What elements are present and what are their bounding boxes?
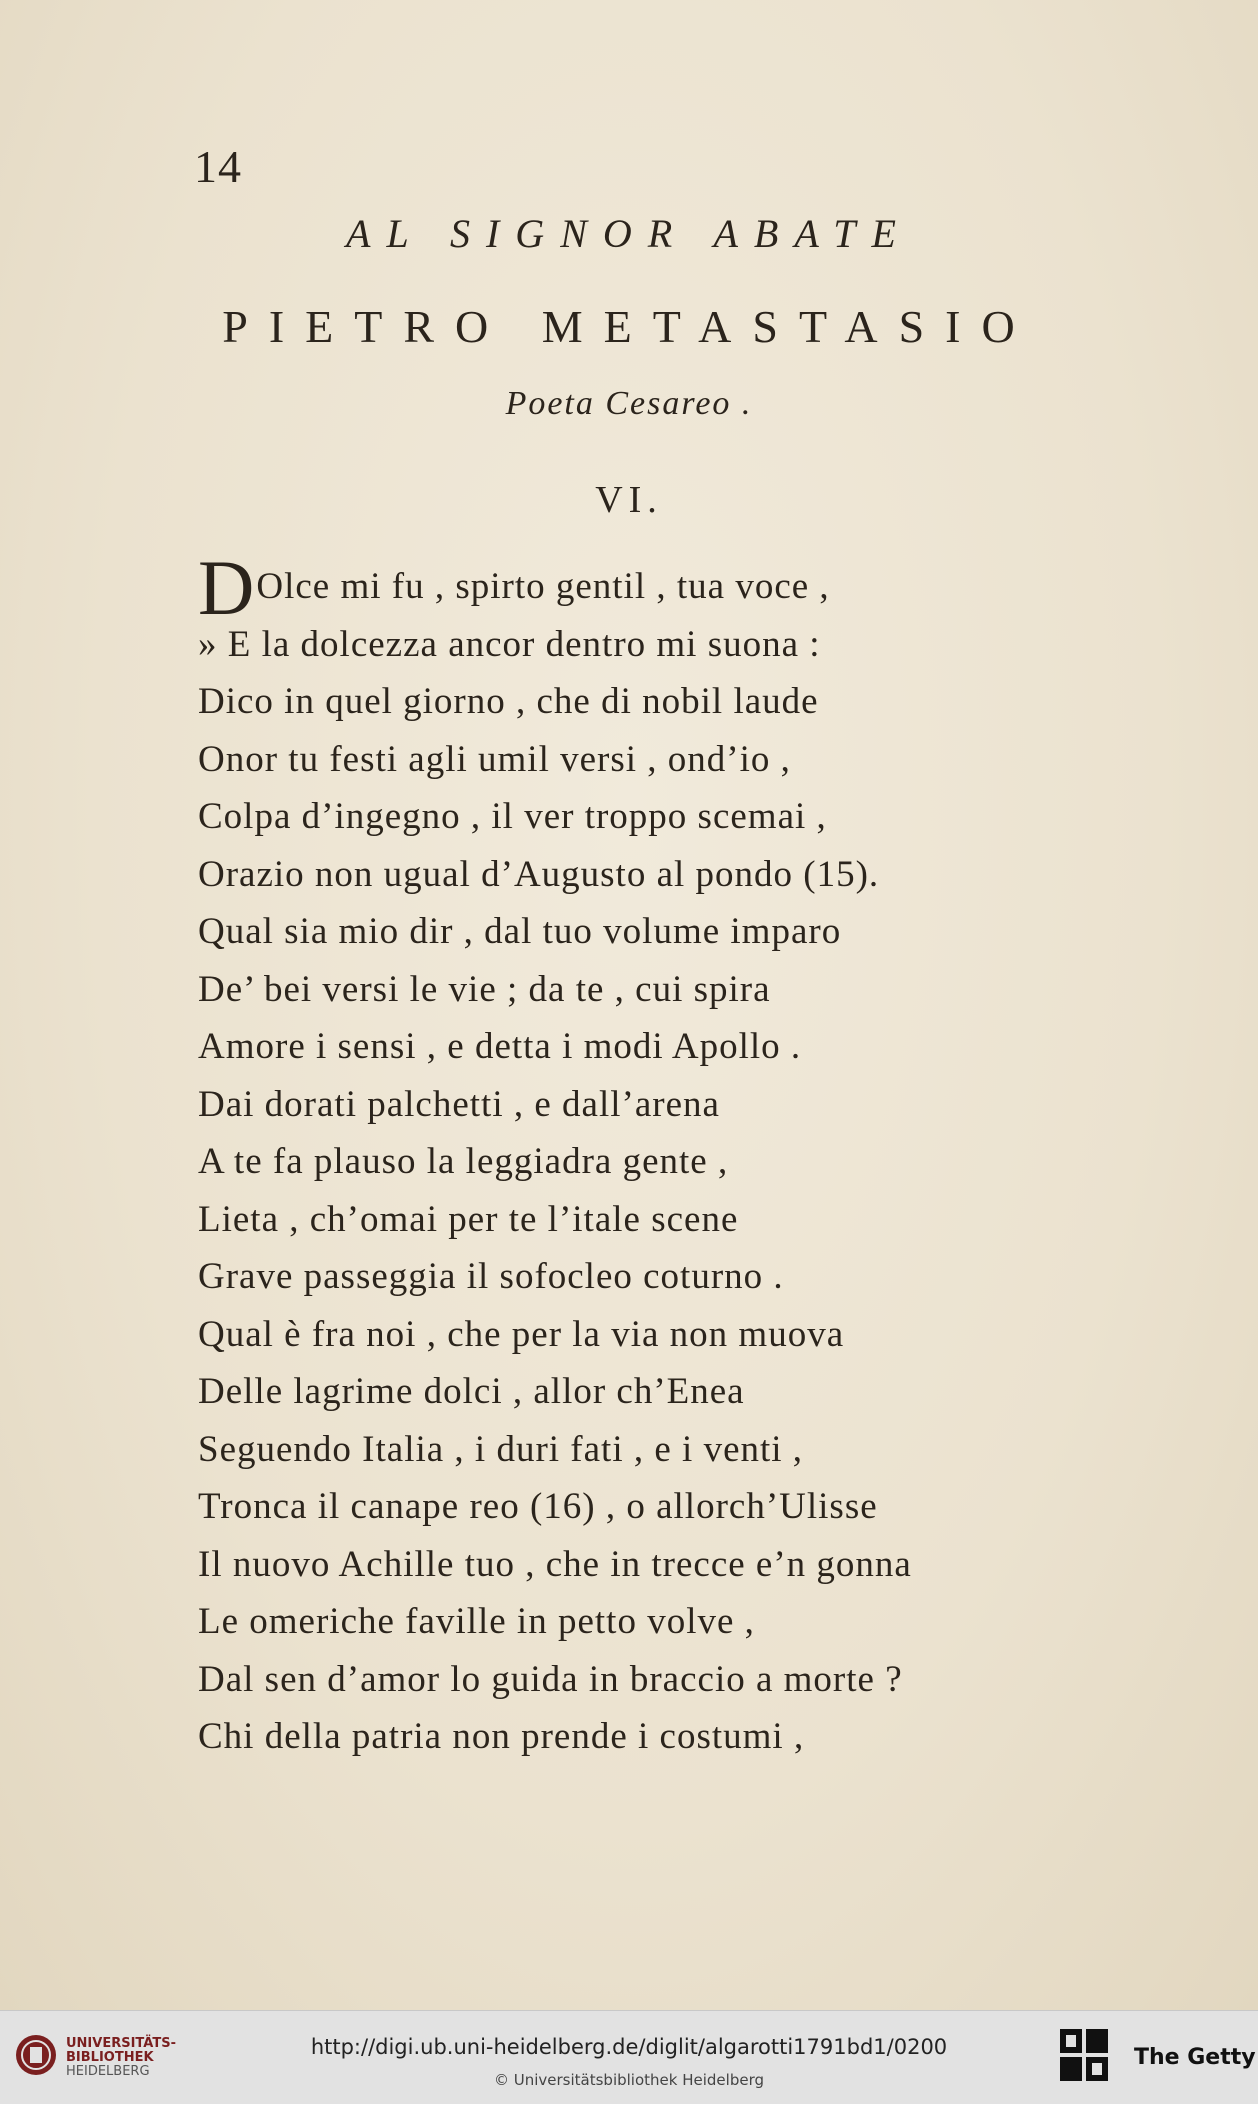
library-name: UNIVERSITÄTS- BIBLIOTHEK HEIDELBERG [66,2036,176,2079]
poem-line: Qual sia mio dir , dal tuo volume imparo [198,911,842,952]
getty-logo-icon [1058,2027,1112,2085]
poem-line: Dico in quel giorno , che di nobil laude [198,681,819,722]
drop-cap: D [198,543,256,631]
poem-line: Delle lagrime dolci , allor ch’Enea [198,1371,745,1412]
poem-line: Amore i sensi , e detta i modi Apollo . [198,1026,802,1067]
dedication-heading: AL SIGNOR ABATE [346,211,912,256]
poem-line: Dal sen d’amor lo guida in braccio a morte ? [198,1658,903,1700]
getty-label: The Getty [1134,2045,1256,2070]
poem-line: De’ bei versi le vie ; da te , cui spira [198,968,771,1010]
poem-line: Il nuovo Achille tuo , che in trecce e’n gonna [198,1543,912,1585]
section-number: VI. [595,479,663,521]
poem-line: Le omeriche faville in petto volve , [198,1601,755,1642]
poem-line: Dai dorati palchetti , e dall’arena [198,1083,720,1125]
permalink[interactable]: http://digi.ub.uni-heidelberg.de/diglit/algarotti1791bd1/0200 [310,2035,948,2059]
addressee-title: Poeta Cesareo . [505,385,753,422]
poem-line: Onor tu festi agli umil versi , ond’io , [198,738,791,780]
poem-line: DOlce mi fu , spirto gentil , tua voce , [198,543,830,631]
copyright-notice: © Universitätsbibliothek Heidelberg [493,2071,764,2089]
poem-line: Lieta , ch’omai per te l’itale scene [198,1198,739,1240]
poem-line: Colpa d’ingegno , il ver troppo scemai , [198,796,827,837]
poem-line: Chi della patria non prende i costumi , [198,1716,805,1757]
page-number: 14 [194,141,242,192]
poem-line: Qual è fra noi , che per la via non muova [198,1313,845,1355]
viewer-footer [0,2010,1258,2104]
poem-line: Tronca il canape reo (16) , o allorch’Ulisse [198,1486,878,1527]
poem-line: » E la dolcezza ancor dentro mi suona : [198,623,821,665]
poem-line: A te fa plauso la leggiadra gente , [198,1141,729,1182]
poem-line: Seguendo Italia , i duri fati , e i venti , [198,1428,804,1470]
poem-body [198,543,1098,1766]
poem-line: Grave passeggia il sofocleo coturno . [198,1256,784,1297]
addressee-name: PIETRO METASTASIO [222,301,1036,352]
poem-line: Orazio non ugual d’Augusto al pondo (15). [198,853,880,895]
